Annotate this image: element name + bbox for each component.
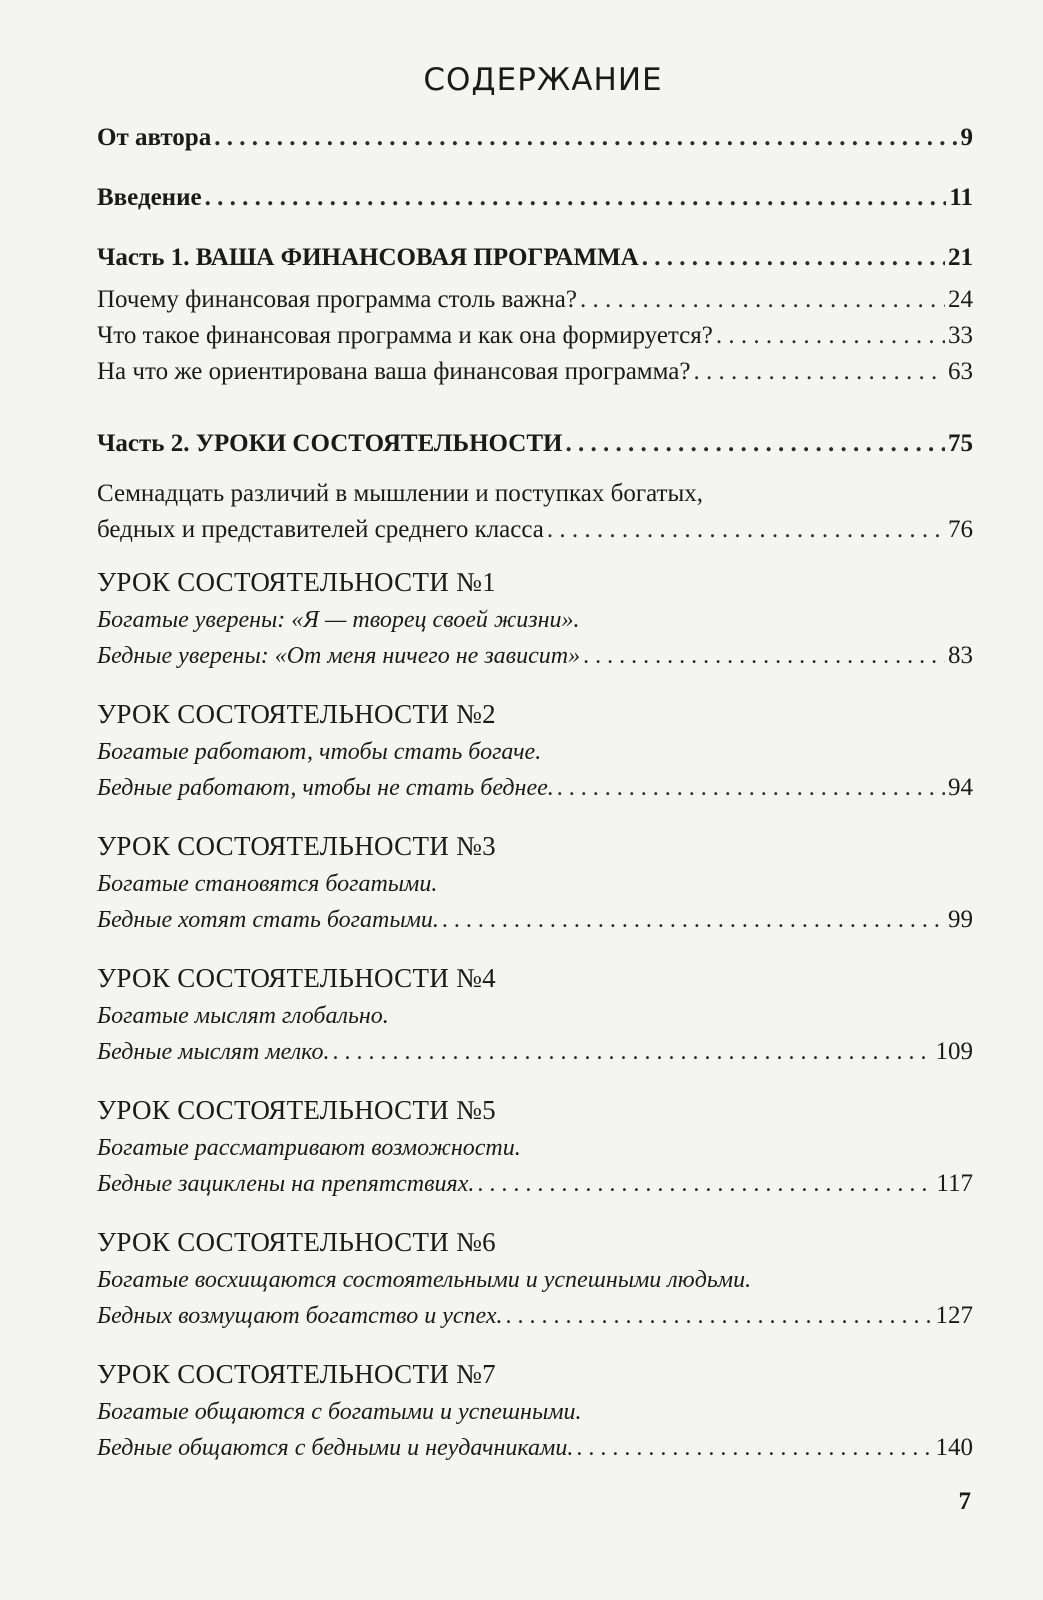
lesson-rich-line: Богатые рассматривают возможности. [97, 1135, 521, 1161]
dot-leader [505, 1298, 932, 1334]
dot-leader [580, 282, 945, 318]
entry-page-number: 94 [948, 774, 973, 801]
entry-title: Что такое финансовая программа и как она формируется? [97, 322, 713, 349]
lesson-poor-line: Бедные зациклены на препятствиях. [97, 1171, 475, 1197]
lesson-heading: УРОК СОСТОЯТЕЛЬНОСТИ №7 [97, 1359, 496, 1389]
dot-leader [205, 180, 947, 216]
toc-entry-lesson[interactable] [97, 902, 973, 938]
entry-page-number: 109 [935, 1038, 973, 1065]
lesson-heading: УРОК СОСТОЯТЕЛЬНОСТИ №1 [97, 567, 496, 597]
toc-title: СОДЕРЖАНИЕ [423, 62, 663, 98]
lesson-poor-line: Бедные мыслят мелко. [97, 1039, 330, 1065]
lesson-poor-line: Бедных возмущают богатство и успех. [97, 1303, 503, 1329]
entry-title: Введение [97, 184, 202, 211]
lesson-rich-line: Богатые работают, чтобы стать богаче. [97, 739, 542, 765]
dot-leader [565, 426, 945, 462]
entry-page-number: 140 [935, 1434, 973, 1461]
entry-page-number: 63 [948, 358, 973, 385]
dot-leader [442, 902, 945, 938]
part-heading: Часть 1. ВАША ФИНАНСОВАЯ ПРОГРАММА [97, 244, 639, 271]
toc-entry-part1[interactable] [97, 240, 973, 276]
toc-entry-part2-intro[interactable] [97, 512, 973, 548]
lesson-heading: УРОК СОСТОЯТЕЛЬНОСТИ №6 [97, 1227, 496, 1257]
dot-leader [557, 770, 945, 806]
lesson-heading: УРОК СОСТОЯТЕЛЬНОСТИ №5 [97, 1095, 496, 1125]
lesson-heading: УРОК СОСТОЯТЕЛЬНОСТИ №3 [97, 831, 496, 861]
entry-page-number: 75 [948, 430, 973, 457]
lesson-heading: УРОК СОСТОЯТЕЛЬНОСТИ №2 [97, 699, 496, 729]
lesson-list [97, 562, 973, 1466]
dot-leader [642, 240, 945, 276]
entry-page-number: 21 [948, 244, 973, 271]
lesson-poor-line: Бедные работают, чтобы не стать беднее. [97, 775, 554, 801]
dot-leader [693, 354, 945, 390]
lesson-rich-line: Богатые мыслят глобально. [97, 1003, 389, 1029]
lesson-block[interactable] [97, 1090, 973, 1202]
lesson-block[interactable] [97, 826, 973, 938]
lesson-poor-line: Бедные общаются с бедными и неудачниками. [97, 1435, 574, 1461]
dot-leader [333, 1034, 933, 1070]
dot-leader [477, 1166, 933, 1202]
toc-entry-part1-item[interactable] [97, 354, 973, 390]
dot-leader [583, 638, 945, 674]
toc-entry-introduction[interactable] [97, 180, 973, 216]
entry-title: Почему финансовая программа столь важна? [97, 286, 577, 313]
toc-entry-lesson[interactable] [97, 1430, 973, 1466]
lesson-rich-line: Богатые восхищаются состоятельными и успешными людьми. [97, 1267, 752, 1293]
entry-page-number: 24 [948, 286, 973, 313]
entry-title: От автора [97, 124, 212, 151]
entry-page-number: 11 [949, 184, 973, 211]
dot-leader [576, 1430, 932, 1466]
entry-page-number: 127 [935, 1302, 973, 1329]
lesson-block[interactable] [97, 1222, 973, 1334]
entry-page-number: 117 [936, 1170, 973, 1197]
lesson-rich-line: Богатые становятся богатыми. [97, 871, 438, 897]
toc-entry-lesson[interactable] [97, 770, 973, 806]
lesson-block[interactable] [97, 694, 973, 806]
lesson-poor-line: Бедные хотят стать богатыми. [97, 907, 439, 933]
dot-leader [716, 318, 945, 354]
part-heading: Часть 2. УРОКИ СОСТОЯТЕЛЬНОСТИ [97, 430, 563, 457]
toc-entry-lesson[interactable] [97, 1034, 973, 1070]
toc-entry-lesson[interactable] [97, 1166, 973, 1202]
entry-page-number: 76 [948, 516, 973, 543]
dot-leader [547, 512, 945, 548]
toc-entry-lesson[interactable] [97, 1298, 973, 1334]
lesson-block[interactable] [97, 1354, 973, 1466]
lesson-block[interactable] [97, 958, 973, 1070]
lesson-block[interactable] [97, 562, 973, 674]
toc-entry-part1-item[interactable] [97, 282, 973, 318]
page-number: 7 [958, 1488, 971, 1515]
lesson-rich-line: Богатые общаются с богатыми и успешными. [97, 1399, 582, 1425]
dot-leader [214, 120, 957, 156]
entry-page-number: 99 [948, 906, 973, 933]
entry-title: На что же ориентирована ваша финансовая программа? [97, 358, 691, 385]
lesson-poor-line: Бедные уверены: «От меня ничего не зависит» [97, 643, 581, 669]
toc-entry-lesson[interactable] [97, 638, 973, 674]
toc-entry-from-author[interactable] [97, 120, 973, 156]
lesson-rich-line: Богатые уверены: «Я — творец своей жизни». [97, 607, 580, 633]
lesson-heading: УРОК СОСТОЯТЕЛЬНОСТИ №4 [97, 963, 496, 993]
part2-intro-line1: Семнадцать различий в мышлении и поступках богатых, [97, 480, 703, 507]
toc-entry-part2[interactable] [97, 426, 973, 462]
entry-page-number: 33 [948, 322, 973, 349]
entry-page-number: 9 [960, 124, 973, 151]
entry-page-number: 83 [948, 642, 973, 669]
entry-title: бедных и представителей среднего класса [97, 516, 544, 543]
toc-entry-part1-item[interactable] [97, 318, 973, 354]
